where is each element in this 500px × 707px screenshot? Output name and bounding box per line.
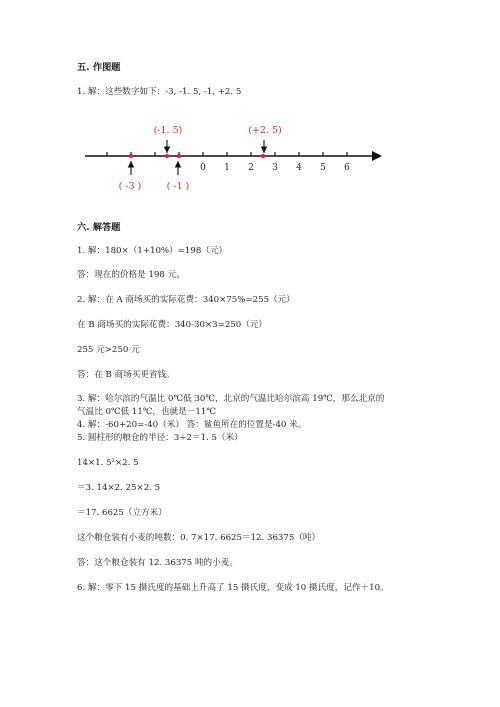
axis-arrowhead bbox=[372, 151, 382, 161]
s6-line-5: 255 元>250 元 bbox=[77, 345, 140, 355]
label-neg3: ( -3 ) bbox=[118, 181, 142, 192]
plotted-point bbox=[261, 154, 265, 158]
s6-line-15: 答：这个粮仓装有 12. 36375 吨的小麦。 bbox=[77, 558, 238, 568]
s6-line-11: 14×1. 5²×2. 5 bbox=[77, 458, 139, 468]
tick-label: 3 bbox=[272, 163, 278, 173]
s6-line-13: ＝17. 6625（立方米） bbox=[77, 508, 167, 518]
tick-label-group bbox=[200, 163, 350, 173]
tick-label: 2 bbox=[248, 163, 254, 173]
tick-label: 5 bbox=[320, 163, 326, 173]
number-line-figure bbox=[80, 115, 390, 200]
tick-label: 1 bbox=[224, 163, 230, 173]
s6-line-12: ＝3. 14×2. 25×2. 5 bbox=[77, 483, 161, 493]
s6-line-9: 4. 解：-60+20=-40（米） 答：鲨鱼所在的位置是-40 米。 bbox=[77, 420, 307, 430]
s6-line-3: 2. 解：在 A 商场买的实际花费：340×75%=255（元） bbox=[77, 295, 295, 305]
s6-line-2: 答：现在的价格是 198 元。 bbox=[77, 270, 185, 280]
s6-line-8: 气温比 0℃低 11℃，也就是－11℃ bbox=[77, 407, 216, 417]
plotted-point bbox=[165, 154, 169, 158]
section-6-heading: 六. 解答题 bbox=[77, 222, 121, 233]
plotted-point bbox=[177, 154, 181, 158]
label-neg15: (-1. 5) bbox=[153, 125, 183, 136]
s6-line-14: 这个粮仓装有小麦的吨数：0. 7×17. 6625＝12. 36375（吨） bbox=[77, 533, 321, 543]
s6-line-10: 5. 圆柱形的粮仓的半径：3÷2＝1. 5（米） bbox=[77, 433, 243, 443]
label-neg1: ( -1 ) bbox=[166, 181, 190, 192]
section-5-answer-1: 1. 解：这些数字如下：-3, -1. 5, -1, +2. 5 bbox=[77, 87, 242, 97]
s6-line-16: 6. 解：零下 15 摄氏度的基础上升高了 15 摄氏度，变成 10 摄氏度，记作＋10。 bbox=[77, 583, 389, 593]
s6-line-1: 1. 解：180×（1+10%）=198（元） bbox=[77, 246, 228, 256]
tick-label: 6 bbox=[344, 163, 350, 173]
label-pos25: (+2. 5) bbox=[248, 125, 282, 136]
tick-label: 4 bbox=[296, 163, 302, 173]
section-5-heading: 五. 作图题 bbox=[77, 62, 121, 73]
s6-line-6: 答：在 B 商场买更省钱。 bbox=[77, 370, 175, 380]
tick-label: 0 bbox=[200, 163, 206, 173]
s6-line-7: 3. 解：哈尔滨的气温比 0℃低 30℃，北京的气温比哈尔滨高 19℃，那么北京的 bbox=[77, 394, 385, 404]
s6-line-4: 在 B 商场买的实际花费：340-30×3=250（元） bbox=[77, 320, 268, 330]
plotted-point bbox=[129, 154, 133, 158]
